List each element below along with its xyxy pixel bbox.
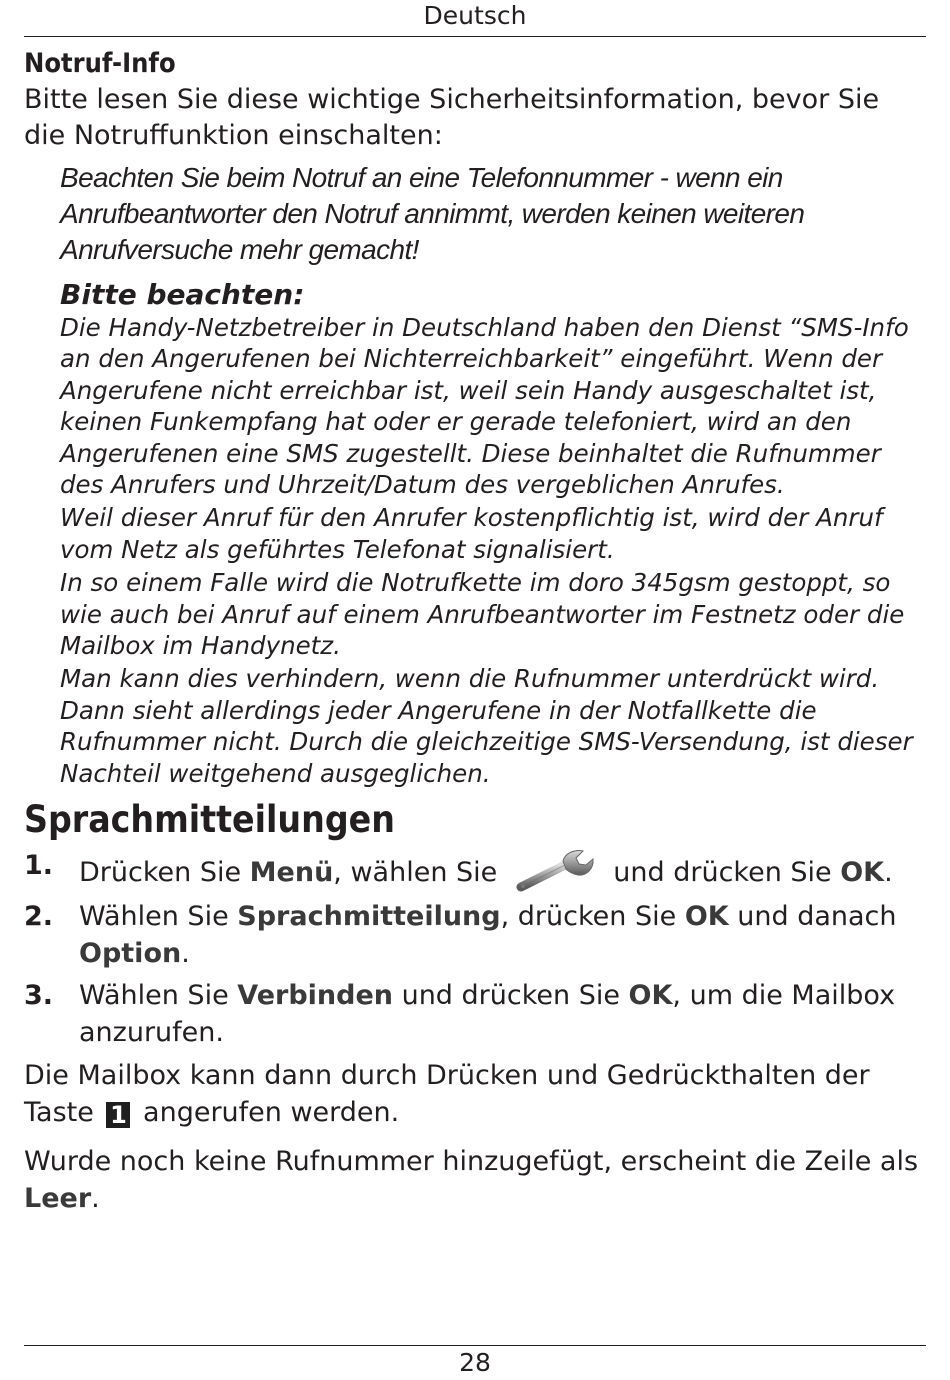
empty-paragraph <box>24 1143 926 1217</box>
step-item <box>24 898 926 972</box>
step-text: , um die Mailbox anzurufen. <box>79 980 896 1049</box>
page-footer <box>24 1345 926 1380</box>
notruf-note-block <box>60 160 926 789</box>
empty-text: . <box>91 1183 100 1215</box>
beachten-paragraph: Die Handy-Netzbetreiber in Deutschland haben den Dienst “SMS-Info an den Angerufenen bei Nichterreichbarkeit” eingeführt. Wenn der Angerufene nicht erreichbar ist, weil sein Handy ausgeschaltet ist, keinen Funkempfang hat oder er gerade telefoniert, wird an den Angerufenen eine SMS zugestellt. Diese beinhaltet die Rufnummer des Anrufers und Uhrzeit/Datum des vergeblichen Anrufes. <box>60 313 909 500</box>
page-number: 28 <box>459 1348 491 1377</box>
empty-text: Wurde noch keine Rufnummer hinzugefügt, erscheint die Zeile als <box>24 1146 919 1178</box>
step-keyword: Verbinden <box>237 980 393 1012</box>
wrench-icon <box>513 847 597 893</box>
step-item <box>24 847 926 893</box>
step-keyword: OK <box>840 857 885 889</box>
notruf-warning: Beachten Sie beim Notruf an eine Telefonnummer - wenn ein Anrufbeantworter den Notruf annimmt, werden keinen weiteren Anrufversuche mehr gemacht! <box>60 162 805 265</box>
step-text: und danach <box>728 901 897 933</box>
mailbox-paragraph <box>24 1057 926 1131</box>
step-text: Drücken Sie <box>79 857 250 889</box>
step-number: 2. <box>24 901 54 933</box>
step-keyword: OK <box>628 980 673 1012</box>
key-1-icon: 1 <box>106 1102 130 1128</box>
step-text: . <box>181 938 190 970</box>
step-text: Wählen Sie <box>79 980 238 1012</box>
step-text: , wählen Sie <box>333 857 498 889</box>
beachten-paragraph: Man kann dies verhindern, wenn die Rufnummer unterdrückt wird. Dann sieht allerdings jeder Angerufene in der Notfallkette die Rufnummer nicht. Durch die gleichzeitige SMS-Versendung, ist dieser Nachteil weitgehend ausgeglichen. <box>60 664 913 788</box>
header-language: Deutsch <box>423 1 527 30</box>
step-number: 3. <box>24 980 54 1012</box>
beachten-heading: Bitte beachten: <box>60 278 305 311</box>
page-content <box>24 46 926 1229</box>
step-text: , drücken Sie <box>500 901 685 933</box>
mailbox-text: angerufen werden. <box>143 1097 400 1129</box>
step-keyword: OK <box>684 901 729 933</box>
step-text: . <box>884 857 893 889</box>
step-item <box>24 977 926 1051</box>
step-number: 1. <box>24 850 54 882</box>
notruf-info-title: Notruf-Info <box>24 48 176 79</box>
notruf-intro: Bitte lesen Sie diese wichtige Sicherheitsinformation, bevor Sie die Notruffunktion einschalten: <box>24 84 880 151</box>
empty-keyword: Leer <box>24 1183 92 1215</box>
step-keyword: Sprachmitteilung <box>237 901 501 933</box>
step-text: Wählen Sie <box>79 901 238 933</box>
sprachmitteilungen-title: Sprachmitteilungen <box>24 798 395 842</box>
step-text: und drücken Sie <box>613 857 841 889</box>
step-text: und drücken Sie <box>393 980 629 1012</box>
steps-list <box>24 847 926 1051</box>
beachten-paragraph: Weil dieser Anruf für den Anrufer kostenpflichtig ist, wird der Anruf vom Netz als geführtes Telefonat signalisiert. <box>60 503 883 564</box>
step-keyword: Menü <box>249 857 334 889</box>
page-header <box>24 0 926 37</box>
beachten-paragraph: In so einem Falle wird die Notrufkette im doro 345gsm gestoppt, so wie auch bei Anruf auf einem Anrufbeantworter im Festnetz oder die Mailbox im Handynetz. <box>60 568 905 661</box>
step-keyword: Option <box>79 938 182 970</box>
mailbox-text: Die Mailbox kann dann durch Drücken und Gedrückthalten der Taste <box>24 1060 870 1129</box>
